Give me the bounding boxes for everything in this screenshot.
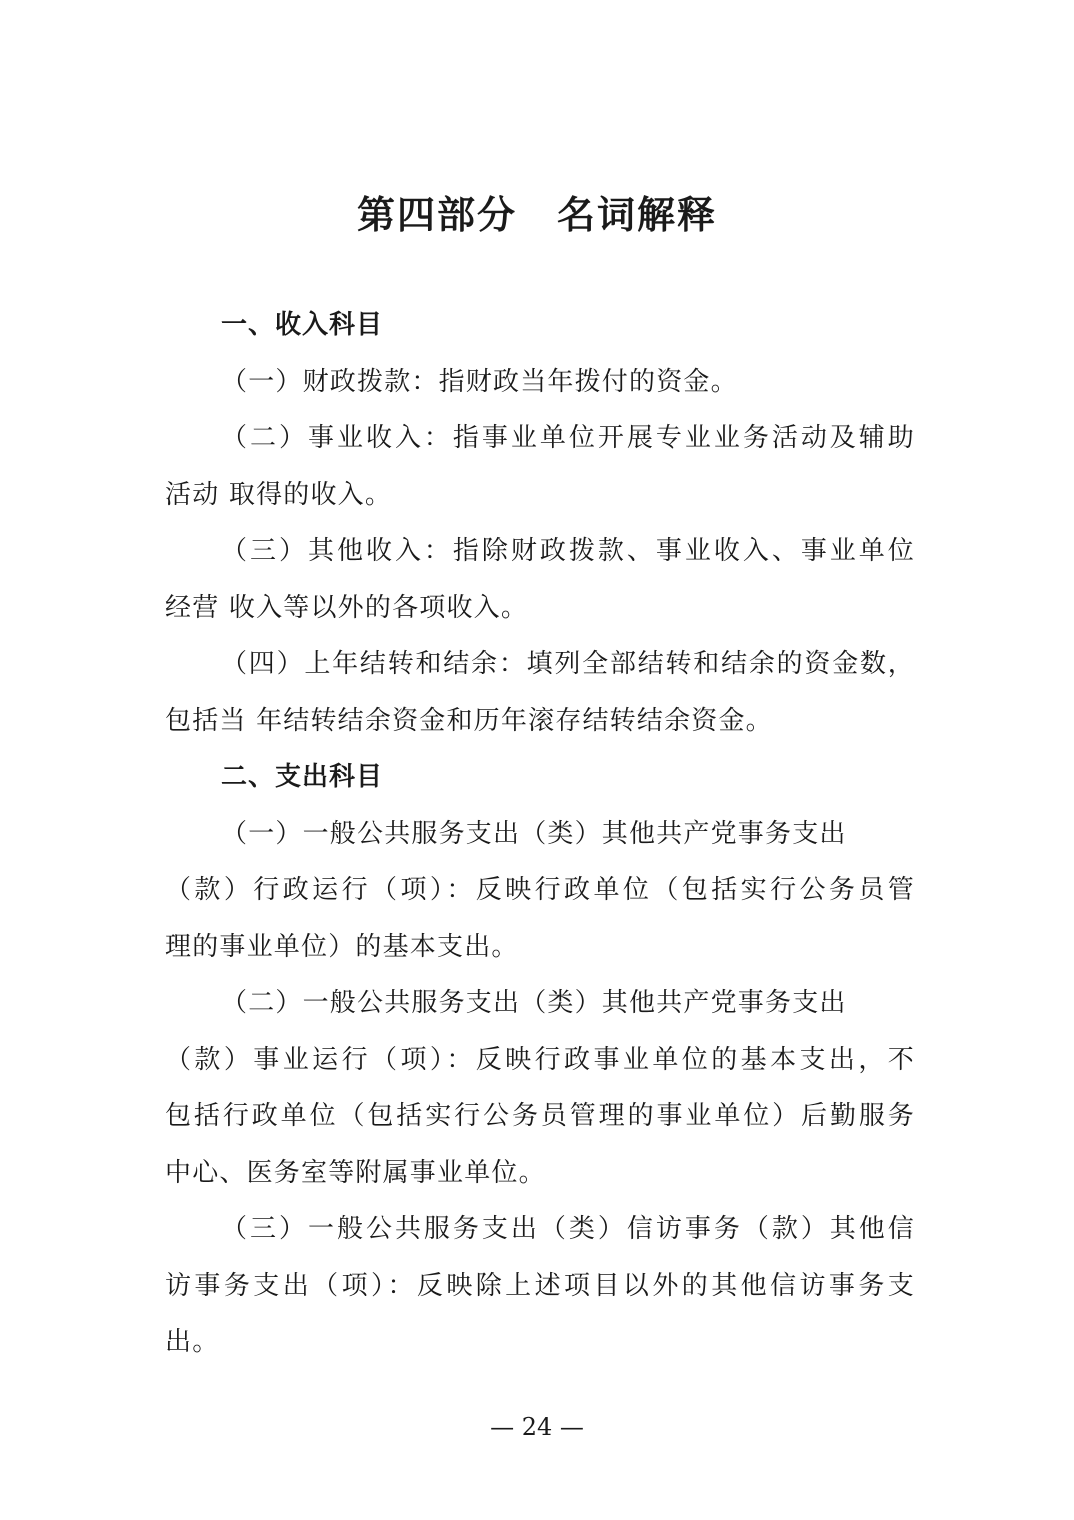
- paragraph-line: （三）其他收入：指除财政拨款、事业收入、事业单位: [221, 536, 915, 566]
- paragraph-line: 中心、医务室等附属事业单位。: [165, 1157, 546, 1188]
- paragraph-line: 理的事业单位）的基本支出。: [165, 931, 519, 962]
- document-body: [165, 297, 915, 1371]
- paragraph-line: （二）一般公共服务支出（类）其他共产党事务支出: [221, 988, 847, 1018]
- page-title: 第四部分 名词解释: [356, 193, 717, 237]
- paragraph-line: 包括当 年结转结余资金和历年滚存结转结余资金。: [165, 705, 773, 736]
- paragraph-line: 访事务支出（项）：反映除上述项目以外的其他信访事务支: [165, 1270, 915, 1301]
- paragraph-line: 活动 取得的收入。: [165, 479, 393, 510]
- paragraph-line: （二）事业收入：指事业单位开展专业业务活动及辅助: [221, 423, 915, 453]
- section-heading-expenditure: 二、支出科目: [221, 762, 384, 792]
- paragraph-line: （三）一般公共服务支出（类）信访事务（款）其他信: [221, 1214, 915, 1244]
- paragraph-line: （一）一般公共服务支出（类）其他共产党事务支出: [221, 818, 847, 849]
- paragraph-line: 出。: [165, 1327, 220, 1357]
- page-number: — 24 —: [490, 1413, 584, 1441]
- paragraph-line: （款）行政运行（项）：反映行政单位（包括实行公务员管: [165, 875, 915, 905]
- paragraph-line: （四）上年结转和结余：填列全部结转和结余的资金数，: [221, 649, 915, 679]
- paragraph-line: 包括行政单位（包括实行公务员管理的事业单位）后勤服务: [165, 1101, 915, 1131]
- section-heading-income: 一、收入科目: [221, 310, 384, 340]
- paragraph-line: 经营 收入等以外的各项收入。: [165, 592, 529, 623]
- paragraph-line: （款）事业运行（项）：反映行政事业单位的基本支出，不: [165, 1044, 915, 1075]
- paragraph-line: （一）财政拨款：指财政当年拨付的资金。: [221, 366, 738, 397]
